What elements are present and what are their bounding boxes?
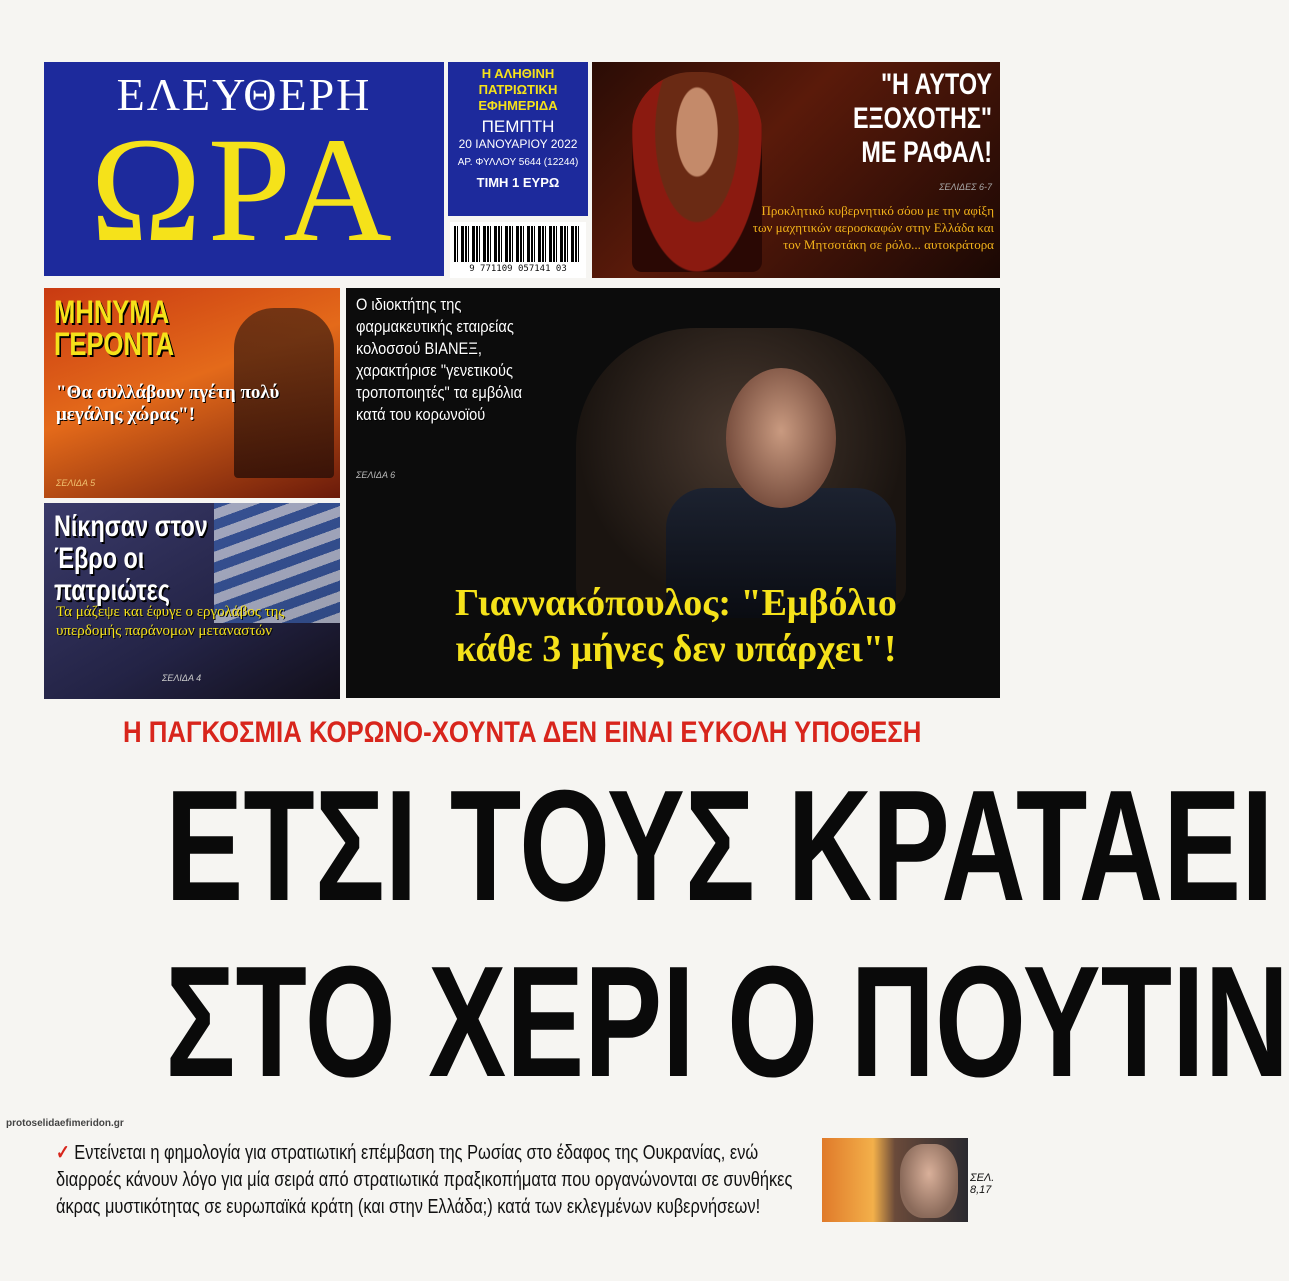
issue-date: 20 ΙΑΝΟΥΑΡΙΟΥ 2022 [458,137,578,151]
elder-message-headline [54,296,254,360]
top-right-subtitle: Προκλητικό κυβερνητικό σόου με την αφίξη των μαχητικών αεροσκαφών στην Ελλάδα και τον Μητσοτάκη σε ρόλο... αυτοκράτορα [752,203,994,252]
giannakopoulos-headline [356,580,996,672]
checkmark-icon: ✓ [56,1142,70,1164]
putin-face [900,1144,958,1218]
giannakopoulos-headline-line-1: Γιαννακόπουλος: "Εμβόλιο [455,582,897,624]
main-headline-line-2: ΣΤΟ ΧΕΡΙ Ο ΠΟΥΤΙΝ [165,934,1289,1110]
main-blurb [56,1140,816,1221]
evros-headline-line-1: Νίκησαν στον [54,510,208,543]
main-headline[interactable] [40,758,1289,1110]
masthead [44,62,444,276]
main-page-numbers: 8,17 [970,1184,992,1196]
top-right-headline-line-2: ΕΞΟΧΟΤΗΣ" [852,102,992,135]
top-right-story[interactable] [592,62,1000,278]
elder-message-headline-line-2: ΓΕΡΟΝΤΑ [54,326,175,362]
tagline-line-1: Η ΑΛΗΘΙΝΗ [481,66,555,81]
barcode [450,222,586,278]
main-page-ref [970,1172,1004,1196]
issue-number: ΑΡ. ΦΥΛΛΟΥ 5644 (12244) [457,157,579,168]
evros-subtitle: Τα μάζεψε και έφυγε ο εργολάβος της υπερδομής παράνομων μεταναστών [56,604,285,639]
evros-headline-line-2: Έβρο οι πατριώτες [54,542,170,607]
top-right-headline-line-1: "Η ΑΥΤΟΥ [880,68,992,101]
tagline-line-2: ΠΑΤΡΙΩΤΙΚΗ [478,82,558,97]
top-right-headline [828,68,992,170]
masthead-top-title: ΕΛΕΥΘΕΡΗ [116,69,372,120]
issue-price: ΤΙΜΗ 1 ΕΥΡΩ [476,175,560,190]
giannakopoulos-intro: Ο ιδιοκτήτης της φαρμακευτικής εταιρείας κολοσσού ΒΙΑΝΕΞ, χαρακτήρισε "γενετικούς τροποποιητές" τα εμβόλια κατά του κορωνοϊού [356,295,523,424]
portrait-face [726,368,836,508]
evros-story[interactable] [44,503,340,699]
elder-message-headline-line-1: ΜΗΝΥΜΑ [54,294,170,330]
evros-headline [54,511,257,607]
giannakopoulos-story[interactable] [346,288,1000,698]
main-kicker-text: Η ΠΑΓΚΟΣΜΙΑ ΚΟΡΩΝΟ-ΧΟΥΝΤΑ ΔΕΝ ΕΙΝΑΙ ΕΥΚΟΛΗ ΥΠΟΘΕΣΗ [122,716,922,749]
main-blurb-text: Εντείνεται η φημολογία για στρατιωτική επέμβαση της Ρωσίας στο έδαφος της Ουκρανίας, ενώ διαρροές κάνουν λόγο για μία σειρά από στρατιωτικά πραξικοπήματα που οργανώνονται σε συνθήκες άκρας μυστικότητας σε ευρωπαϊκά κράτη (και στην Ελλάδα;) κατά των εκλεγμένων κυβερνήσεων! [56,1142,793,1218]
tagline-line-3: ΕΦΗΜΕΡΙΔΑ [478,98,558,113]
giannakopoulos-page-ref: ΣΕΛΙΔΑ 6 [356,470,396,480]
top-right-headline-line-3: ΜΕ ΡΑΦΑΛ! [861,136,992,169]
giannakopoulos-headline-line-2: κάθε 3 μήνες δεν υπάρχει"! [455,628,897,670]
issue-info-box [448,62,588,216]
barcode-bars [454,226,582,262]
masthead-big-title: ΩΡΑ [90,107,398,273]
elder-message-story[interactable] [44,288,340,498]
putin-photo [822,1138,968,1222]
elder-message-page-ref: ΣΕΛΙΔΑ 5 [56,478,96,488]
watermark: protoselidaefimeridon.gr [6,1118,124,1129]
elder-message-subtitle: "Θα συλλάβουν πγέτη πολύ μεγάλης χώρας"! [56,382,280,425]
main-headline-line-1: ΕΤΣΙ ΤΟΥΣ ΚΡΑΤΑΕΙ [165,758,1274,934]
top-right-page-ref: ΣΕΛΙΔΕΣ 6-7 [939,182,992,192]
main-page-label: ΣΕΛ. [970,1172,995,1184]
barcode-number: 9 771109 057141 03 [469,264,567,274]
main-kicker [44,716,1000,750]
issue-day: ΠΕΜΠΤΗ [481,117,555,136]
evros-page-ref: ΣΕΛΙΔΑ 4 [162,673,202,683]
